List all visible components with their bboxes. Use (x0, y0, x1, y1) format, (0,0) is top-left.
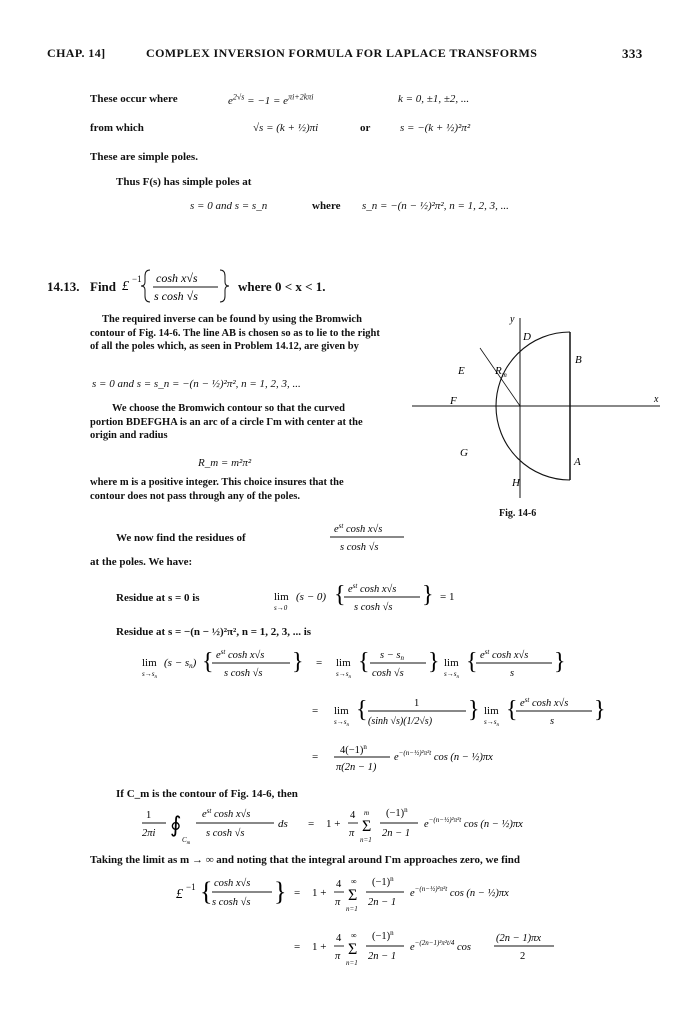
radius-line (480, 348, 520, 406)
label-Rm: $R_m$ (495, 365, 507, 379)
svg-text:(s − sn): (s − sn) (164, 657, 197, 670)
eq-residue-sn-line2 (310, 692, 650, 736)
svg-text:2πi: 2πi (142, 828, 156, 839)
svg-text:}: } (594, 697, 606, 723)
svg-text:ds: ds (278, 818, 288, 830)
svg-text:s cosh √s: s cosh √s (206, 828, 245, 839)
svg-text:1 +: 1 + (326, 818, 341, 830)
svg-text:−1: −1 (132, 274, 142, 284)
svg-text:s cosh √s: s cosh √s (224, 668, 263, 679)
svg-text:est cosh x√s: $e^{st}$ cosh x√s (520, 696, 569, 709)
svg-text:1 +: 1 + (312, 887, 327, 899)
svg-text:cosh x√s: cosh x√s (214, 878, 251, 889)
svg-text:e−(n−½)²π²t cos (n − ½)πx: $e^{-(n-\frac{1}{2})^2\pi^2t}$ cos (n − ½)πx (410, 885, 509, 899)
svg-text:s cosh √s: s cosh √s (340, 542, 379, 553)
svg-text:2: 2 (520, 951, 526, 962)
svg-text:π: π (335, 897, 341, 908)
svg-text:s: s (510, 668, 515, 679)
svg-text:=: = (316, 657, 323, 669)
svg-text:e−(n−½)²π²t cos (n − ½)πx: $e^{-(n-\frac{1}{2})^2\pi^2t}$ cos (n − ½)πx (394, 749, 493, 763)
svg-text:}: } (422, 582, 434, 608)
text-at-poles: at the poles. We have: (90, 556, 193, 568)
eq-residue-zero (272, 578, 472, 620)
svg-text:s cosh √s: s cosh √s (354, 602, 393, 613)
svg-text:2n − 1: 2n − 1 (368, 951, 397, 962)
svg-text:Σ: Σ (362, 818, 372, 835)
svg-text:{: { (202, 649, 214, 675)
svg-text:est cosh x√s: $e^{st}$ cosh x√s (202, 807, 251, 820)
svg-text:{: { (506, 697, 518, 723)
svg-text:lim: lim (484, 705, 499, 717)
svg-text:=: = (312, 705, 319, 717)
label-G: G (460, 447, 468, 459)
eq-s-value: s = −(k + ½)²π² (400, 122, 471, 134)
label-B: B (575, 354, 582, 366)
svg-text:s→sn: $s\to s_n$ (484, 718, 499, 728)
svg-text:=: = (308, 818, 315, 830)
svg-text:lim: lim (444, 657, 459, 669)
svg-text:π: π (335, 951, 341, 962)
svg-text:lim: lim (274, 591, 289, 603)
svg-text:∞: ∞ (351, 931, 357, 940)
eq-poles-top: s = 0 and s = s_n (190, 200, 268, 212)
svg-text:{: { (356, 697, 368, 723)
svg-text:= 1: = 1 (440, 591, 455, 603)
svg-text:2n − 1: 2n − 1 (368, 897, 397, 908)
text-these-occur: These occur where (90, 93, 178, 105)
eq-poles-solution: s = 0 and s = s_n = −(n − ½)²π², n = 1, 2, 3, ... (92, 378, 301, 390)
svg-text:=: = (294, 887, 301, 899)
svg-text:(−1)n: $(-1)^n$ (386, 806, 408, 819)
svg-text:}: } (428, 649, 440, 675)
svg-text:{: { (334, 582, 346, 608)
svg-text:s→sn: $s\to s_n$ (336, 670, 351, 680)
problem-number: 14.13. (47, 279, 80, 294)
running-head-chapter: CHAP. 14] (47, 46, 106, 60)
eq-sn-top: s_n = −(n − ½)²π², n = 1, 2, 3, ... (362, 200, 509, 212)
svg-text:s→0: s→0 (274, 604, 288, 612)
svg-text:}: } (554, 649, 566, 675)
label-H: H (512, 477, 520, 489)
eq-k-values: k = 0, ±1, ±2, ... (398, 93, 470, 105)
problem-find: Find (90, 279, 117, 294)
page-number: 333 (622, 46, 643, 61)
svg-text:s→sn: $s\to s_n$ (334, 718, 349, 728)
figure-bromwich-contour (410, 308, 670, 528)
svg-text:n=1: n=1 (346, 905, 358, 913)
text-contour-intro: If C_m is the contour of Fig. 14-6, then (116, 788, 298, 800)
svg-text:£: £ (176, 887, 183, 902)
svg-text:e−(2n−1)²π²t/4 cos: $e^{-(2n-1)^2\pi^2t/4}$ cos (410, 939, 471, 953)
eq-radius: R_m = m²π² (198, 457, 252, 469)
eq-residue-sn-line1 (140, 644, 660, 688)
svg-text:Cm: $C_m$ (182, 836, 191, 846)
svg-text:lim: lim (334, 705, 349, 717)
svg-text:est cosh x√s: $e^{st}$ cosh x√s (334, 522, 383, 535)
text-where: where (312, 200, 341, 212)
text-residue-intro: We now find the residues of (116, 532, 246, 544)
text-thus-F: Thus F(s) has simple poles at (116, 176, 252, 188)
svg-text:n=1: n=1 (346, 959, 358, 967)
svg-text:m: m (364, 809, 370, 817)
text-simple-poles: These are simple poles. (90, 151, 198, 163)
problem-condition: where 0 < x < 1. (238, 279, 326, 294)
svg-text:s→sn: $s\to s_n$ (142, 670, 157, 680)
svg-text:(s − 0): (s − 0) (296, 591, 327, 603)
eq-contour-integral (140, 802, 640, 850)
svg-text:est cosh x√s: $e^{st}$ cosh x√s (480, 648, 529, 661)
svg-text:n=1: n=1 (360, 836, 372, 844)
eq-residue-expression (328, 520, 408, 556)
label-F: F (450, 395, 457, 407)
svg-text:∮: ∮ (170, 812, 182, 837)
eq-exp-roots: $e^{2√s} = -1 = e^{\pi i+2k\pi i}$ (228, 92, 314, 107)
svg-text:−1: −1 (186, 882, 196, 892)
svg-text:est cosh x√s: $e^{st}$ cosh x√s (216, 648, 265, 661)
solution-para-2: We choose the Bromwich contour so that the curved portion BDEFGHA is an arc of a circle Γm with center at the origin and radius (90, 403, 363, 442)
svg-text:4(−1)n: $4(-1)^n$ (340, 743, 367, 756)
eq-final-line2 (274, 924, 634, 972)
text-residue-zero: Residue at s = 0 is (116, 592, 200, 604)
text-or: or (360, 122, 371, 134)
svg-text:1: 1 (414, 698, 420, 709)
svg-text:e−(n−½)²π²t cos (n − ½)πx: $e^{-(n-\frac{1}{2})^2\pi^2t}$ cos (n − ½)πx (424, 816, 523, 830)
eq-sqrt-s: √s = (k + ½)πi (253, 122, 319, 134)
svg-text:1 +: 1 + (312, 941, 327, 953)
problem-expression (120, 264, 230, 308)
svg-text:est cosh x√s: $e^{st}$ cosh x√s (348, 582, 397, 595)
svg-text:}: } (274, 877, 287, 906)
figure-caption: Fig. 14-6 (499, 508, 537, 519)
svg-text:1: 1 (146, 810, 152, 821)
running-head-title: COMPLEX INVERSION FORMULA FOR LAPLACE TRANSFORMS (146, 46, 538, 60)
svg-text:s→sn: $s\to s_n$ (444, 670, 459, 680)
svg-text:=: = (312, 751, 319, 763)
label-x: x (654, 394, 659, 405)
svg-text:s: s (550, 716, 555, 727)
svg-text:}: } (468, 697, 480, 723)
svg-text:s cosh √s: s cosh √s (154, 289, 198, 303)
label-D: D (523, 331, 531, 343)
text-residue-sn: Residue at s = −(n − ½)²π², n = 1, 2, 3, ... is (116, 626, 312, 638)
svg-text:s − sn: s − sn (380, 650, 405, 662)
svg-text:{: { (466, 649, 478, 675)
svg-text:s cosh √s: s cosh √s (212, 897, 251, 908)
svg-text:∞: ∞ (351, 877, 357, 886)
svg-text:=: = (294, 941, 301, 953)
svg-text:cosh x√s: cosh x√s (156, 271, 198, 285)
text-from-which: from which (90, 122, 144, 134)
label-A: A (574, 456, 581, 468)
svg-text:£: £ (122, 279, 129, 294)
svg-text:(2n − 1)πx: (2n − 1)πx (496, 933, 541, 944)
svg-text:lim: lim (142, 657, 157, 669)
svg-text:π: π (349, 828, 355, 839)
eq-final-line1 (174, 870, 634, 918)
label-E: E (458, 365, 465, 377)
svg-text:4: 4 (336, 933, 342, 944)
text-taking-limit: Taking the limit as m → ∞ and noting that the integral around Γm approaches zero, we find (90, 854, 521, 866)
eq-residue-sn-line3 (310, 740, 650, 780)
svg-text:Σ: Σ (348, 887, 358, 904)
svg-text:{: { (200, 877, 213, 906)
svg-text:(−1)n: $(-1)^n$ (372, 875, 394, 888)
solution-para-3: where m is a positive integer. This choice insures that the contour does not pass through any of the poles. (90, 477, 344, 502)
svg-text:4: 4 (350, 810, 356, 821)
svg-text:(sinh √s)(1/2√s): (sinh √s)(1/2√s) (368, 716, 433, 727)
svg-text:π(2n − 1): π(2n − 1) (336, 762, 377, 773)
label-y: y (510, 314, 515, 325)
svg-text:}: } (292, 649, 304, 675)
svg-text:cosh √s: cosh √s (372, 668, 404, 679)
svg-text:{: { (358, 649, 370, 675)
svg-text:(−1)n: $(-1)^n$ (372, 929, 394, 942)
svg-text:Σ: Σ (348, 941, 358, 958)
svg-text:lim: lim (336, 657, 351, 669)
svg-text:4: 4 (336, 879, 342, 890)
solution-para-1: The required inverse can be found by using the Bromwich contour of Fig. 14-6. The line AB is chosen so as to lie to the right of all the poles which, as seen in Problem 14.12, are given by (90, 314, 380, 353)
svg-text:2n − 1: 2n − 1 (382, 828, 411, 839)
